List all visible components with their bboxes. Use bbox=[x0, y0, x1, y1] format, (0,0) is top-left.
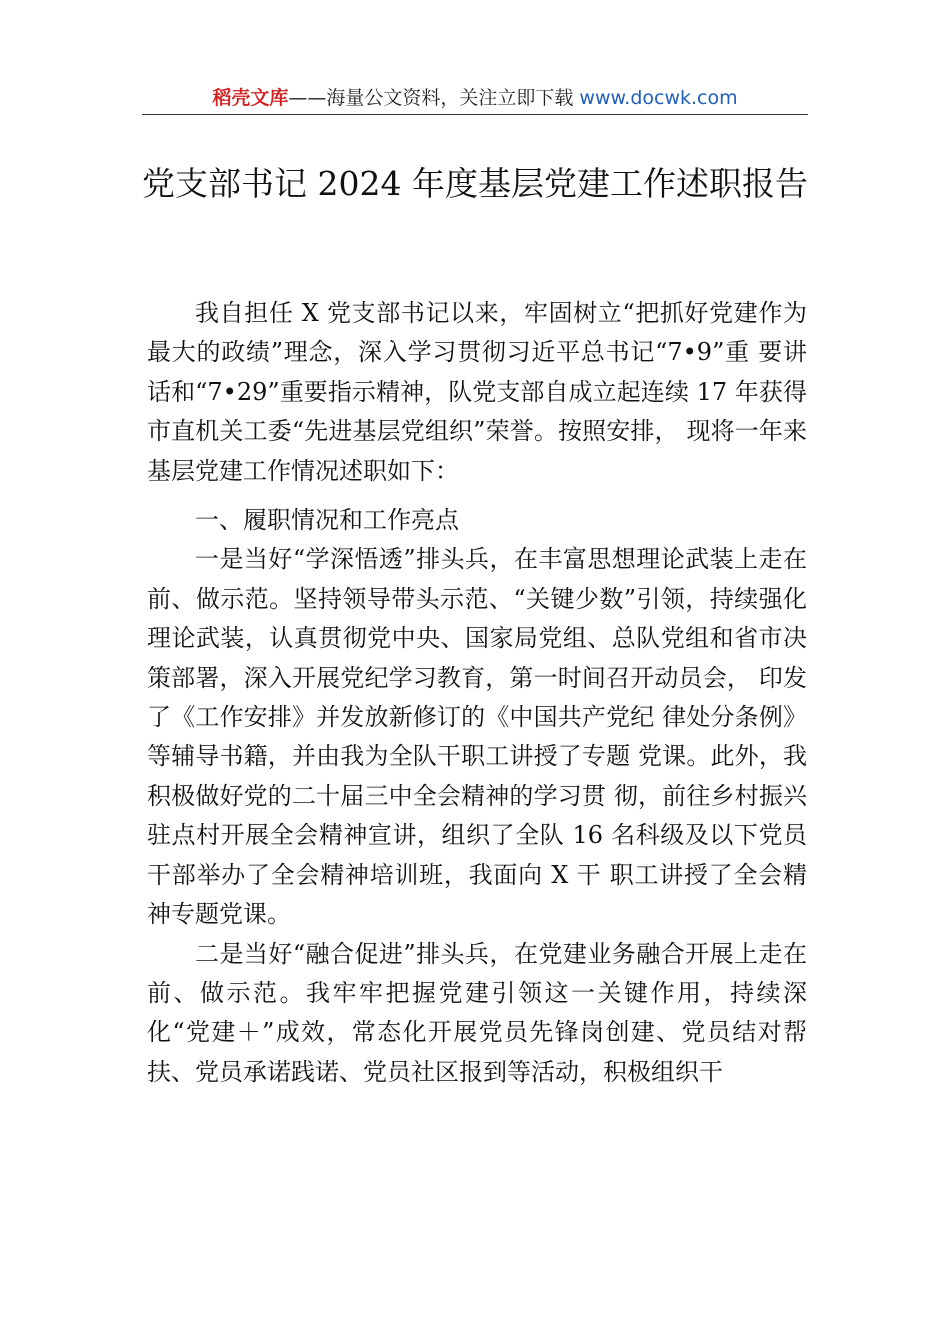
header-slogan: ——海量公文资料，关注立即下载 bbox=[288, 87, 580, 109]
section-heading: 一、履职情况和工作亮点 bbox=[195, 506, 459, 535]
document-body bbox=[147, 294, 807, 1092]
page-header bbox=[142, 84, 808, 114]
header-divider bbox=[142, 114, 808, 115]
document-title: 党支部书记 2024 年度基层党建工作述职报告 bbox=[142, 164, 808, 203]
body-paragraph: 二是当好“融合促进”排头兵，在党建业务融合开展上走在前、做示范。我牢牢把握党建引领这一关键作用，持续深化“党建＋”成效，常态化开展党员先锋岗创建、党员结对帮扶、党员承诺践诺、党员社区报到等活动，积极组织干 bbox=[147, 939, 807, 1086]
body-paragraph: 我自担任 X 党支部书记以来，牢固树立“把抓好党建作为最大的政绩”理念，深入学习贯彻习近平总书记“7•9”重 要讲话和“7•29”重要指示精神，队党支部自成立起连续 17 年获得市直机关工委“先进基层党组织”荣誉。按照安排， 现将一年来基层党建工作情况述职如下： bbox=[147, 299, 807, 485]
header-url-link[interactable]: www.docwk.com bbox=[579, 87, 738, 109]
brand-name: 稻壳文库 bbox=[212, 87, 289, 109]
body-paragraph: 一是当好“学深悟透”排头兵，在丰富思想理论武装上走在前、做示范。坚持领导带头示范、“关键少数”引领，持续强化理论武装，认真贯彻党中央、国家局党组、总队党组和省市决策部署，深入开展党纪学习教育，第一时间召开动员会， 印发了《工作安排》并发放新修订的《中国共产党纪 律处分条例》等辅导书籍，并由我为全队干职工讲授了专题 党课。此外，我积极做好党的二十届三中全会精神的学习贯 彻，前往乡村振兴驻点村开展全会精神宣讲，组织了全队 16 名科级及以下党员干部举办了全会精神培训班，我面向 X 干 职工讲授了全会精神专题党课。 bbox=[147, 545, 807, 929]
